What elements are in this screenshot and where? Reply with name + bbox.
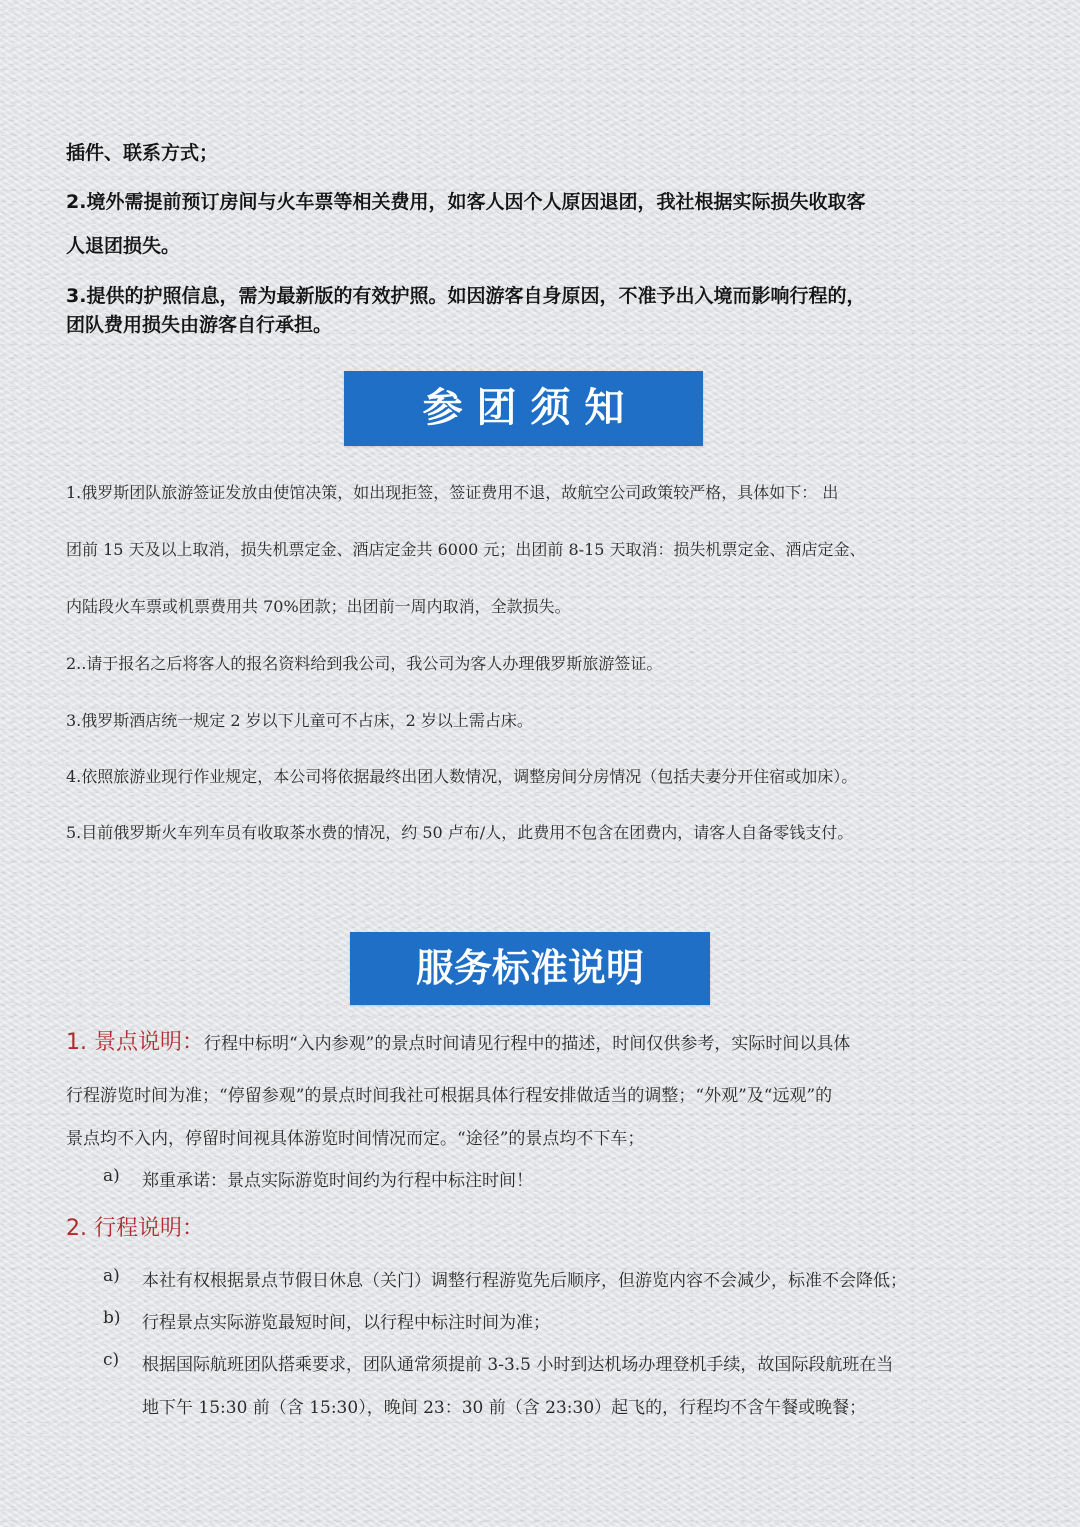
service-section-1-text-1: 行程中标明“入内参观”的景点时间请见行程中的描述，时间仅供参考，实际时间以具体 [203,1034,851,1054]
notice-line-7: 5.目前俄罗斯火车列车员有收取茶水费的情况，约 50 卢布/人，此费用不包含在团费内，请客人自备零钱支付。 [66,823,854,842]
notice-line-5: 3.俄罗斯酒店统一规定 2 岁以下儿童可不占床，2 岁以上需占床。 [66,711,533,730]
list-marker: a) [103,1266,120,1286]
notice-line-3: 内陆段火车票或机票费用共 70%团款；出团前一周内取消，全款损失。 [66,597,571,616]
banner-service-title: 服务标准说明 [350,932,710,1005]
intro-line-4: 3.提供的护照信息，需为最新版的有效护照。如因游客自身原因，不准予出入境而影响行程的， [66,285,866,307]
intro-line-2: 2.境外需提前预订房间与火车票等相关费用，如客人因个人原因退团，我社根据实际损失收取客 [66,191,866,213]
service-section-1-text-3: 景点均不入内，停留时间视具体游览时间情况而定。“途径”的景点均不下车； [66,1129,645,1149]
list-marker: c) [103,1350,120,1370]
notice-line-2: 团前 15 天及以上取消，损失机票定金、酒店定金共 6000 元；出团前 8-15 天取消：损失机票定金、酒店定金、 [66,540,866,559]
intro-line-5: 团队费用损失由游客自行承担。 [66,314,333,336]
service-section-1-item-a: 郑重承诺：景点实际游览时间约为行程中标注时间！ [142,1171,533,1191]
service-section-2-heading: 2. 行程说明： [66,1216,204,1241]
service-section-2-item-c-line-1: 根据国际航班团队搭乘要求，团队通常须提前 3-3.5 小时到达机场办理登机手续，故国际段航班在当 [142,1355,894,1375]
notice-line-1: 1.俄罗斯团队旅游签证发放由使馆决策，如出现拒签，签证费用不退，故航空公司政策较严格，具体如下： 出 [66,483,839,502]
service-section-1-heading: 1. 景点说明： [66,1030,204,1055]
service-section-2-item-b: 行程景点实际游览最短时间，以行程中标注时间为准； [142,1313,550,1333]
service-section-2-item-c-line-2: 地下午 15:30 前（含 15:30），晚间 23：30 前（含 23:30）起飞的，行程均不含午餐或晚餐； [142,1398,867,1418]
service-section-2-item-a: 本社有权根据景点节假日休息（关门）调整行程游览先后顺序，但游览内容不会减少，标准不会降低； [142,1271,907,1291]
notice-line-6: 4.依照旅游业现行作业规定，本公司将依据最终出团人数情况，调整房间分房情况（包括夫妻分开住宿或加床）。 [66,767,858,786]
notice-line-4: 2..请于报名之后将客人的报名资料给到我公司，我公司为客人办理俄罗斯旅游签证。 [66,654,663,673]
service-section-1-text-2: 行程游览时间为准；“停留参观”的景点时间我社可根据具体行程安排做适当的调整；“外观”及“远观”的 [66,1086,833,1106]
service-section-1-first-line [66,1030,850,1057]
intro-line-1: 插件、联系方式； [66,142,219,164]
list-marker: a) [103,1166,120,1186]
banner-notice-title: 参 团 须 知 [344,371,703,446]
intro-line-3: 人退团损失。 [66,235,181,257]
list-marker: b) [103,1308,121,1328]
